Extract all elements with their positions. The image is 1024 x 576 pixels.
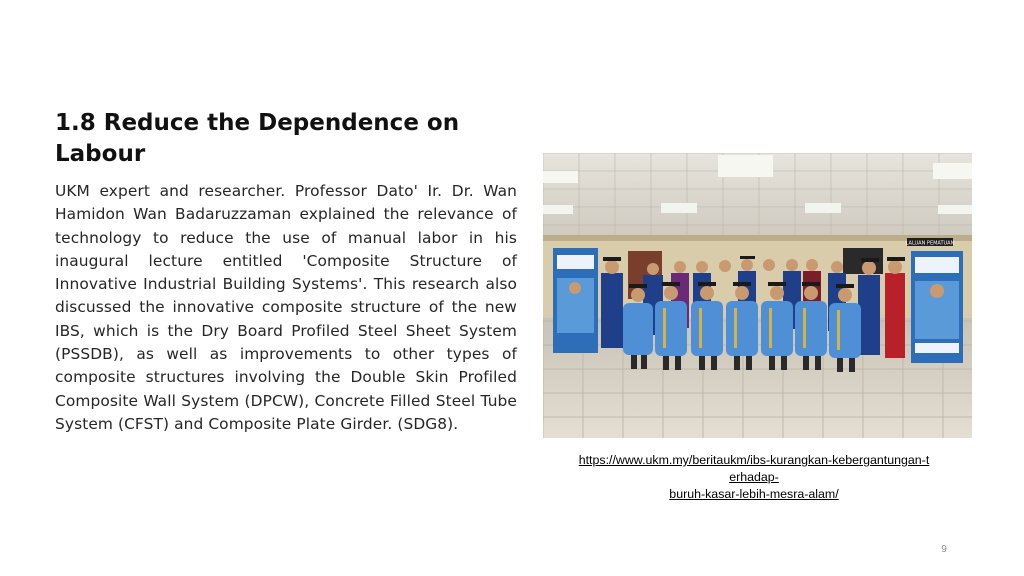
slide-body-text: UKM expert and researcher. Professor Dato' Ir. Dr. Wan Hamidon Wan Badaruzzaman explained the relevance of technology to reduce the use of manual labor in his inaugural lecture entitled 'Composite Structure of Innovative Industrial Building Systems'. This research also discussed the innovative composite structure of the new IBS, which is the Dry Board Profiled Steel Sheet System (PSSDB), as well as improvements to other types of composite structures involving the Double Skin Profiled Composite Wall System (DPCW), Concrete Filled Steel Tube System (CFST) and Composite Plate Girder. (SDG8). [55, 182, 517, 433]
source-link[interactable] [536, 452, 972, 503]
source-link-line-1[interactable]: https://www.ukm.my/beritaukm/ibs-kurangkan-kebergantungan-t [578, 453, 930, 467]
source-link-line-3[interactable]: buruh-kasar-lebih-mesra-alam/ [669, 487, 839, 501]
page-number: 9 [941, 544, 947, 555]
source-link-line-2[interactable]: erhadap- [729, 470, 779, 484]
wall-sign: LALUAN PEMATUAN [905, 240, 955, 247]
slide-title: 1.8 Reduce the Dependence on Labour [55, 110, 460, 167]
group-photo [543, 153, 972, 438]
